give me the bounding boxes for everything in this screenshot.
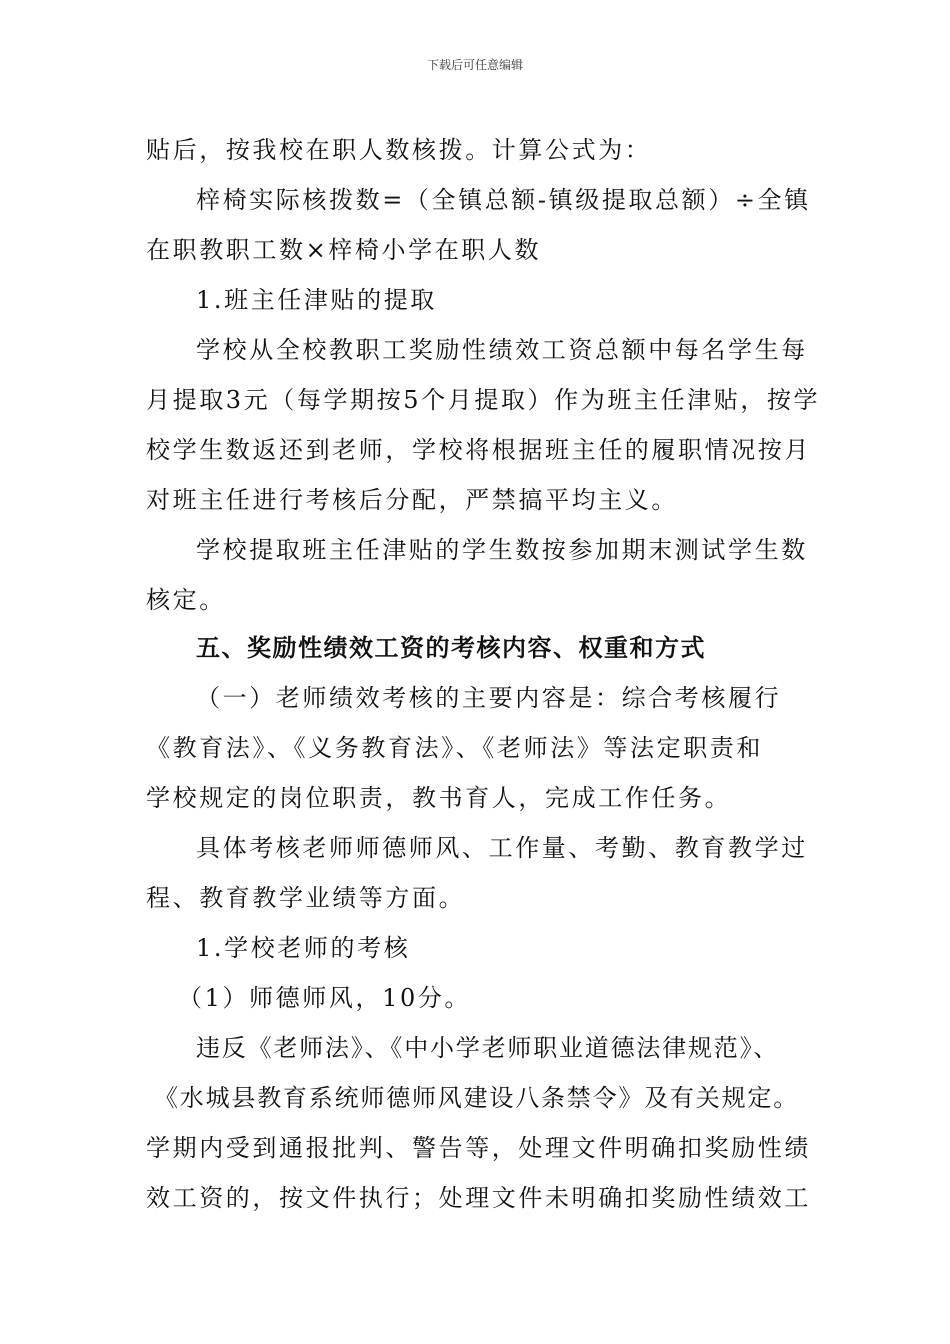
paragraph-line: 学校规定的岗位职责，教书育人，完成工作任务。 [146,784,732,812]
paragraph-line: 违反《老师法》、《中小学老师职业道德法律规范》、 [196,1034,780,1062]
paragraph-line: 核定。 [146,586,226,614]
paragraph-line: 对班主任进行考核后分配，严禁搞平均主义。 [146,486,678,514]
section-heading: 五、奖励性绩效工资的考核内容、权重和方式 [196,634,706,662]
paragraph-line: 月提取3元（每学期按5个月提取）作为班主任津贴，按学 [146,386,821,414]
paragraph-line: （一）老师绩效考核的主要内容是：综合考核履行 [196,684,782,712]
subsection-title: 1.学校老师的考核 [196,934,411,962]
paragraph-line: 《水城县教育系统师德师风建设八条禁令》及有关规定。 [154,1084,799,1112]
item-title: （1）师德师风，10分。 [178,984,472,1012]
formula-line: 梓椅实际核拨数=（全镇总额-镇级提取总额）÷全镇 [196,186,811,214]
paragraph-line: 学校从全校教职工奖励性绩效工资总额中每名学生每 [196,336,808,364]
paragraph-line: 程、教育教学业绩等方面。 [146,884,466,912]
paragraph-line: 《教育法》、《义务教育法》、《老师法》等法定职责和 [146,734,763,762]
paragraph-line: 具体考核老师师德师风、工作量、考勤、教育教学过 [196,834,808,862]
paragraph-line: 学期内受到通报批判、警告等，处理文件明确扣奖励性绩 [146,1134,811,1162]
page-header: 下载后可任意编辑 [426,58,523,72]
paragraph-line: 校学生数返还到老师，学校将根据班主任的履职情况按月 [146,436,811,464]
subsection-title: 1.班主任津贴的提取 [196,286,437,314]
paragraph-line: 学校提取班主任津贴的学生数按参加期末测试学生数 [196,536,808,564]
paragraph-line: 效工资的，按文件执行；处理文件未明确扣奖励性绩效工 [146,1184,811,1212]
formula-line-continued: 在职教职工数×梓椅小学在职人数 [146,236,542,264]
paragraph-line: 贴后，按我校在职人数核拨。计算公式为： [146,136,652,164]
